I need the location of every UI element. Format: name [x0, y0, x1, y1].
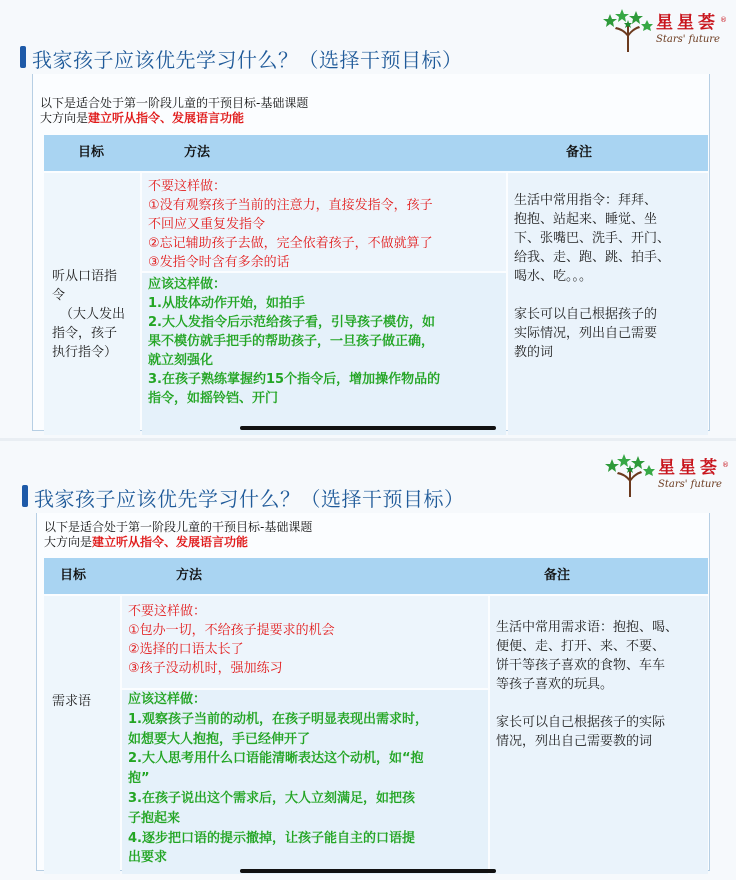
do-cell — [122, 690, 488, 874]
note-cell — [490, 596, 708, 874]
dont-line: ③孩子没动机时，强加练习 — [128, 661, 283, 676]
note-line — [514, 286, 670, 305]
dont-line: 不要这样做： — [148, 179, 227, 194]
header-goal: 目标 — [60, 568, 87, 583]
dont-line: 不要这样做： — [128, 604, 207, 619]
header-method: 方法 — [176, 568, 203, 583]
note-line: 情况，列出自己需要教的词 — [496, 734, 653, 749]
do-line: 2.大人思考用什么口语能清晰表达这个动机，如“抱 — [128, 751, 424, 767]
note-line — [496, 694, 678, 713]
intro-text — [40, 96, 308, 126]
do-cell — [142, 273, 506, 435]
do-line: 抱” — [128, 771, 150, 787]
goal-line: 听从口语指 — [52, 269, 118, 284]
dont-line: ③发指令时含有多余的话 — [148, 255, 290, 270]
slide-title: 我家孩子应该优先学习什么？（选择干预目标） — [32, 48, 463, 72]
slide-2 — [0, 441, 736, 880]
do-line: 如想要大人抱抱，手已经伸开了 — [128, 731, 311, 747]
table-header-row — [44, 558, 708, 594]
note-line: 抱抱、站起来、睡觉、坐 — [514, 212, 658, 227]
intro-line-1: 以下是适合处于第一阶段儿童的干预目标-基础课题 — [44, 520, 313, 534]
intro-line-2 — [44, 535, 312, 550]
table-header-row — [44, 135, 708, 171]
slide-title: 我家孩子应该优先学习什么？（选择干预目标） — [34, 487, 465, 511]
scroll-indicator[interactable] — [240, 426, 496, 430]
goal-text — [52, 267, 138, 362]
note-cell — [508, 173, 708, 435]
intro-prefix: 大方向是 — [40, 111, 89, 125]
do-line: 果不模仿就手把手的帮助孩子，一旦孩子做正确， — [148, 334, 435, 349]
intro-text — [44, 520, 312, 550]
logo — [602, 8, 727, 52]
note-line: 家长可以自己根据孩子的实际 — [496, 715, 666, 730]
goal-text: 需求语 — [52, 694, 92, 709]
do-line: 1.观察孩子当前的动机，在孩子明显表现出需求时， — [128, 711, 428, 727]
note-text — [496, 618, 678, 751]
note-line: 实际情况，列出自己需要 — [514, 326, 658, 341]
note-line: 家长可以自己根据孩子的 — [514, 307, 658, 322]
do-text — [148, 275, 440, 408]
tree-logo-icon — [604, 453, 656, 497]
note-line: 喝水、吃。。。 — [514, 269, 593, 284]
registered-mark: ® — [720, 15, 727, 24]
do-line: 出要求 — [128, 850, 168, 866]
logo-name-cn: 星星荟 — [658, 458, 721, 478]
dont-line: ②忘记辅助孩子去做，完全依着孩子，不做就算了 — [148, 236, 433, 251]
header-method: 方法 — [184, 145, 211, 160]
registered-mark: ® — [722, 460, 729, 469]
intro-highlight: 建立听从指令、发展语言功能 — [92, 535, 249, 549]
dont-text — [148, 177, 433, 272]
title-accent-bar — [20, 46, 26, 68]
note-line: 给我、走、跑、跳、拍手、 — [514, 250, 671, 265]
logo — [604, 453, 729, 497]
intro-highlight: 建立听从指令、发展语言功能 — [88, 111, 245, 125]
dont-cell — [142, 173, 506, 271]
note-line: 生活中常用需求语：抱抱、喝、 — [496, 620, 679, 635]
tree-logo-icon — [602, 8, 654, 52]
dont-line: ①没有观察孩子当前的注意力，直接发指令，孩子 — [148, 198, 433, 213]
note-line: 教的词 — [514, 345, 554, 360]
logo-name-cn: 星星荟 — [656, 13, 719, 33]
header-note: 备注 — [544, 568, 571, 583]
intro-line-2 — [40, 111, 308, 126]
scroll-indicator[interactable] — [240, 869, 496, 873]
header-goal: 目标 — [78, 145, 105, 160]
goal-line: 令 — [52, 288, 66, 303]
do-line: 应该这样做： — [128, 692, 207, 707]
do-line: 2.大人发指令后示范给孩子看，引导孩子模仿，如 — [148, 315, 435, 330]
do-line: 4.逐步把口语的提示撤掉，让孩子能自主的口语提 — [128, 830, 415, 846]
goal-line: （大人发出 — [60, 307, 126, 322]
dont-text — [128, 602, 335, 678]
note-text — [514, 191, 670, 362]
slide-1 — [0, 0, 736, 438]
title-accent-bar — [22, 485, 28, 507]
dont-line: 不回应又重复发指令 — [148, 217, 266, 232]
do-line: 3.在孩子说出这个需求后，大人立刻满足，如把孩 — [128, 790, 415, 806]
dont-line: ②选择的口语太长了 — [128, 642, 244, 657]
note-line: 便便、走、打开、来、不要、 — [496, 639, 666, 654]
do-text — [128, 690, 428, 868]
note-line: 下、张嘴巴、洗手、开门、 — [514, 231, 671, 246]
do-line: 3.在孩子熟练掌握约15个指令后，增加操作物品的 — [148, 372, 441, 387]
goal-line: 指令，孩子 — [52, 326, 118, 341]
logo-name-en: Stars' future — [656, 34, 720, 45]
goal-cell — [44, 596, 120, 874]
dont-line: ①包办一切，不给孩子提要求的机会 — [128, 623, 335, 638]
do-line: 就立刻强化 — [148, 353, 214, 368]
do-line: 1.从肢体动作开始，如拍手 — [148, 296, 305, 311]
intro-line-1: 以下是适合处于第一阶段儿童的干预目标-基础课题 — [40, 96, 309, 110]
do-line: 子抱起来 — [128, 810, 181, 826]
intro-prefix: 大方向是 — [44, 535, 93, 549]
logo-name-en: Stars' future — [658, 479, 722, 490]
header-note: 备注 — [566, 145, 593, 160]
goal-line: 执行指令） — [52, 345, 118, 360]
do-line: 应该这样做： — [148, 277, 227, 292]
dont-cell — [122, 596, 488, 688]
do-line: 指令，如摇铃铛、开门 — [148, 391, 279, 406]
note-line: 生活中常用指令：拜拜、 — [514, 193, 658, 208]
note-line: 等孩子喜欢的玩具。 — [496, 677, 614, 692]
goal-cell — [44, 173, 140, 435]
note-line: 饼干等孩子喜欢的食物、车车 — [496, 658, 666, 673]
